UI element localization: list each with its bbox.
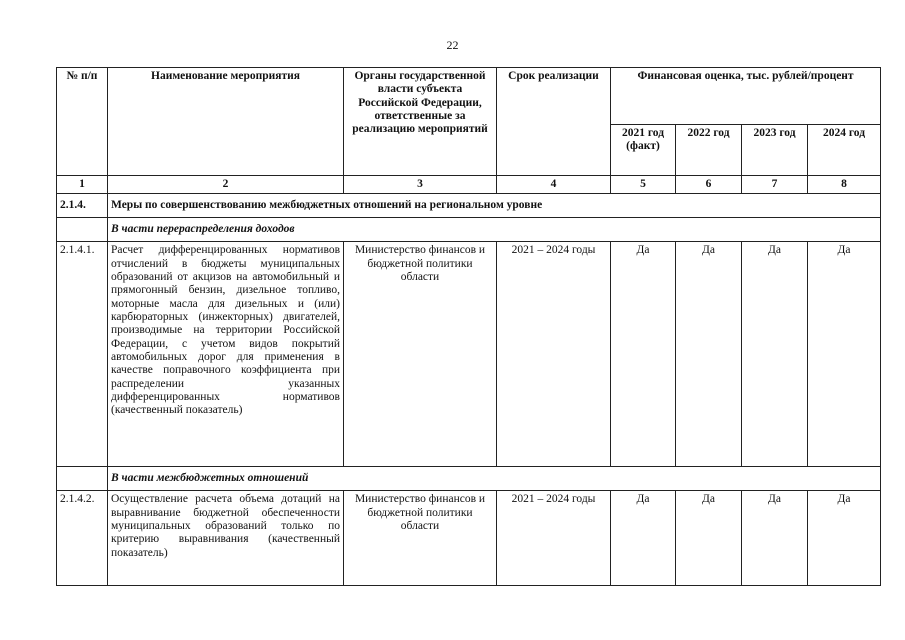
header-col-fin: Финансовая оценка, тыс. рублей/процент: [611, 68, 881, 125]
subsection-empty-cell: [57, 467, 108, 491]
row-responsible-org: Министерство финансов и бюджетной политики области: [344, 242, 497, 467]
header-year-2021: 2021 год (факт): [611, 125, 676, 176]
row-value-2021: Да: [611, 491, 676, 586]
header-year-2024: 2024 год: [808, 125, 881, 176]
row-value-2021: Да: [611, 242, 676, 467]
row-term: 2021 – 2024 годы: [497, 491, 611, 586]
col-number: 1: [57, 176, 108, 194]
header-col-org: Органы государственной власти субъекта Российской Федерации, ответственные за реализацию мероприятий: [344, 68, 497, 176]
section-number: 2.1.4.: [57, 194, 108, 218]
subsection-row: [57, 218, 881, 242]
section-row: [57, 194, 881, 218]
row-value-2023: Да: [742, 242, 808, 467]
measures-table: [56, 67, 881, 586]
header-year-2022: 2022 год: [676, 125, 742, 176]
col-number: 8: [808, 176, 881, 194]
table-row: [57, 242, 881, 467]
col-number: 5: [611, 176, 676, 194]
header-row: [57, 68, 881, 125]
header-col-term: Срок реализации: [497, 68, 611, 176]
col-number: 3: [344, 176, 497, 194]
page-number: 22: [446, 38, 459, 52]
row-measure-name: Осуществление расчета объема дотаций на выравнивание бюджетной обеспеченности муниципальных образований только по критерию выравнивания (качественный показатель): [108, 491, 344, 586]
row-number: 2.1.4.2.: [57, 491, 108, 586]
row-value-2024: Да: [808, 242, 881, 467]
subsection-empty-cell: [57, 218, 108, 242]
col-number: 2: [108, 176, 344, 194]
row-value-2024: Да: [808, 491, 881, 586]
col-number: 4: [497, 176, 611, 194]
row-value-2022: Да: [676, 491, 742, 586]
row-measure-name: Расчет дифференцированных нормативов отчислений в бюджеты муниципальных образований от акцизов на автомобильный и прямогонный бензин, дизельное топливо, моторные масла для дизельных и (или) карбюраторных (инжекторных) двигателей, производимые на территории Российской Федерации, с учетом видов покрытий автомобильных дорог для применения в качестве поправочного коэффициента при распределении указанных дифференцированных нормативов (качественный показатель): [108, 242, 344, 467]
col-number: 6: [676, 176, 742, 194]
subsection-row: [57, 467, 881, 491]
table-row: [57, 491, 881, 586]
subsection-title: В части перераспределения доходов: [108, 218, 881, 242]
row-value-2022: Да: [676, 242, 742, 467]
header-col-name: Наименование мероприятия: [108, 68, 344, 176]
col-number: 7: [742, 176, 808, 194]
row-term: 2021 – 2024 годы: [497, 242, 611, 467]
column-numbers-row: [57, 176, 881, 194]
row-number: 2.1.4.1.: [57, 242, 108, 467]
row-responsible-org: Министерство финансов и бюджетной политики области: [344, 491, 497, 586]
header-year-2023: 2023 год: [742, 125, 808, 176]
section-title: Меры по совершенствованию межбюджетных отношений на региональном уровне: [108, 194, 881, 218]
row-value-2023: Да: [742, 491, 808, 586]
header-col-num: № п/п: [57, 68, 108, 176]
subsection-title: В части межбюджетных отношений: [108, 467, 881, 491]
